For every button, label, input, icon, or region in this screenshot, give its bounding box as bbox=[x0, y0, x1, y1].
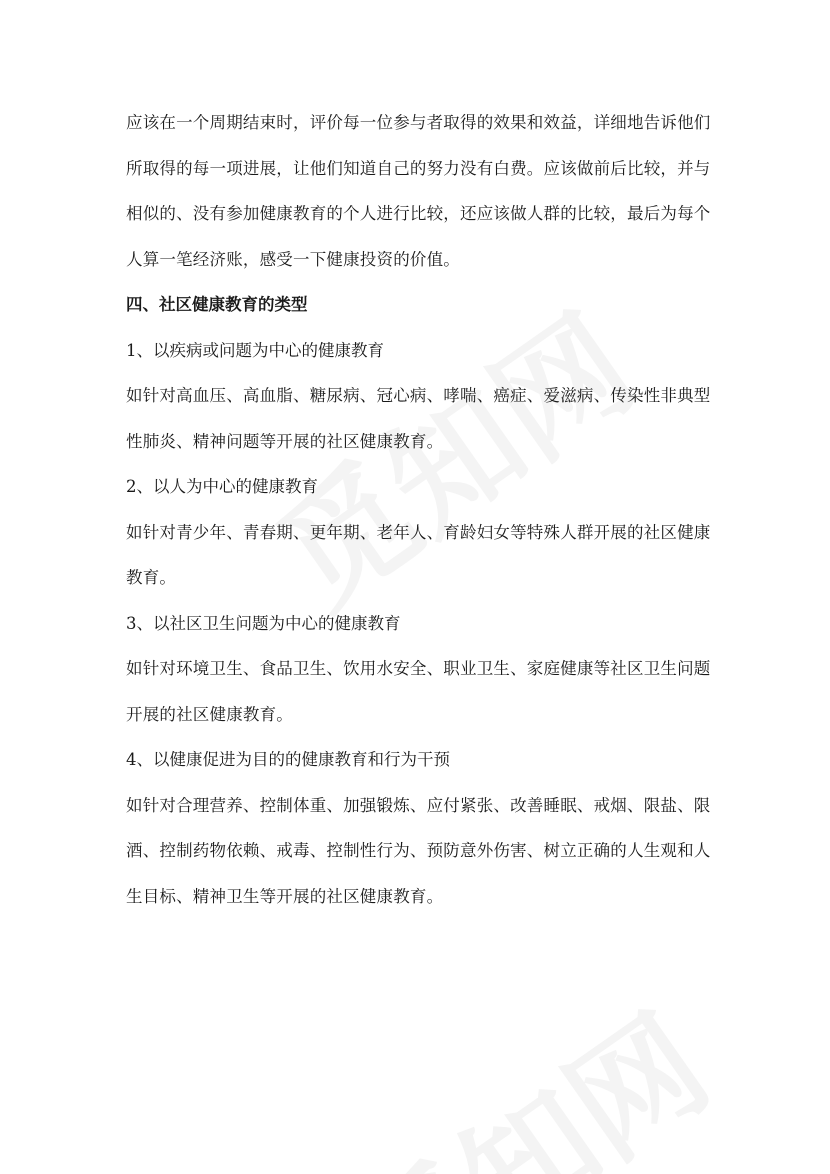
item-title: 3、以社区卫生问题为中心的健康教育 bbox=[126, 613, 401, 633]
item-title: 4、以健康促进为目的的健康教育和行为干预 bbox=[126, 750, 450, 769]
item-body: 如针对青少年、青春期、更年期、老年人、育龄妇女等特殊人群开展的社区健康教育。 bbox=[126, 522, 711, 587]
item-title: 2、以人为中心的健康教育 bbox=[126, 477, 318, 496]
continuation-paragraph: 应该在一个周期结束时，评价每一位参与者取得的效果和效益，详细地告诉他们所取得的每一项进展，让他们知道自己的努力没有白费。应该做前后比较，并与相似的、没有参加健康教育的个人进行比较，还应该做人群的比较，最后为每个人算一笔经济账，感受一下健康投资的价值。 bbox=[126, 113, 711, 269]
document-body bbox=[126, 100, 716, 919]
watermark bbox=[312, 965, 739, 1174]
item-body: 如针对环境卫生、食品卫生、饮用水安全、职业卫生、家庭健康等社区卫生问题开展的社区健康教育。 bbox=[126, 659, 711, 724]
section-heading: 四、社区健康教育的类型 bbox=[126, 295, 308, 314]
item-title: 1、以疾病或问题为中心的健康教育 bbox=[126, 340, 384, 360]
item-body: 如针对高血压、高血脂、糖尿病、冠心病、哮喘、癌症、爱滋病、传染性非典型性肺炎、精神问题等开展的社区健康教育。 bbox=[126, 386, 711, 451]
item-body: 如针对合理营养、控制体重、加强锻炼、应付紧张、改善睡眠、戒烟、限盐、限酒、控制药物依赖、戒毒、控制性行为、预防意外伤害、树立正确的人生观和人生目标、精神卫生等开展的社区健康教育。 bbox=[126, 795, 711, 906]
